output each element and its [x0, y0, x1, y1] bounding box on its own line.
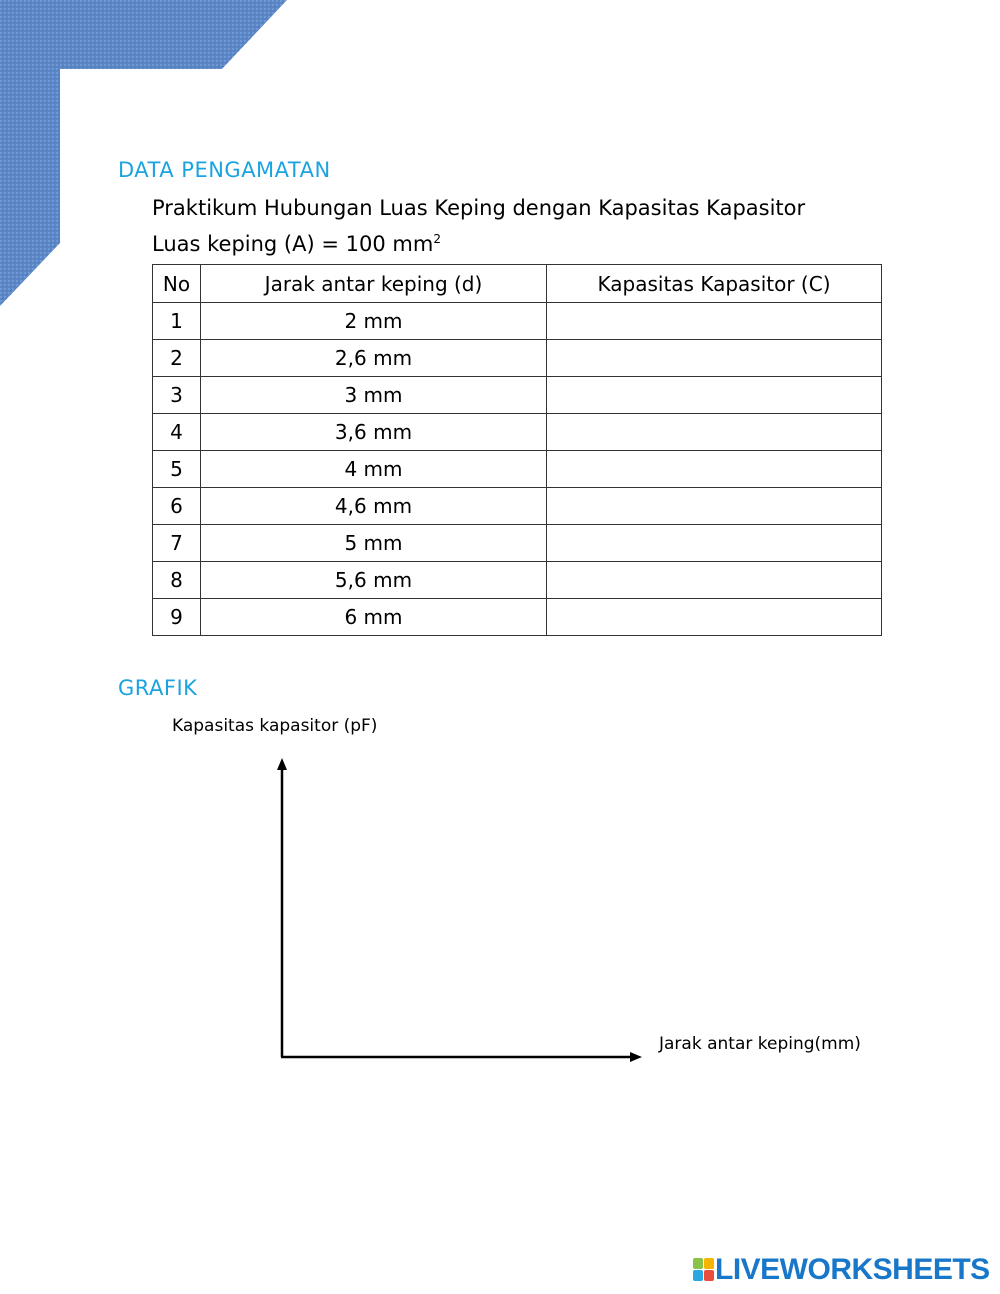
row-distance: 4,6 mm	[201, 488, 547, 525]
header-capacitance: Kapasitas Kapasitor (C)	[547, 265, 882, 303]
y-axis-arrow	[277, 758, 287, 770]
area-superscript: 2	[433, 232, 441, 246]
row-no: 9	[153, 599, 201, 636]
header-distance: Jarak antar keping (d)	[201, 265, 547, 303]
row-no: 5	[153, 451, 201, 488]
area-label: Luas keping (A) = 100 $mm^2$	[152, 232, 441, 256]
header-no: No	[153, 265, 201, 303]
x-axis-label: Jarak antar keping(mm)	[659, 1034, 861, 1054]
row-no: 2	[153, 340, 201, 377]
brand-text: LIVEWORKSHEETS	[715, 1253, 990, 1286]
liveworksheets-logo	[693, 1253, 990, 1287]
row-distance: 3,6 mm	[201, 414, 547, 451]
graph-section-heading: GRAFIK	[118, 676, 198, 700]
row-distance: 2 mm	[201, 303, 547, 340]
row-distance: 4 mm	[201, 451, 547, 488]
row-no: 4	[153, 414, 201, 451]
data-section-heading: DATA PENGAMATAN	[118, 158, 331, 182]
liveworksheets-icon	[693, 1258, 715, 1282]
row-no: 3	[153, 377, 201, 414]
row-distance: 3 mm	[201, 377, 547, 414]
y-axis-label: Kapasitas kapasitor (pF)	[172, 716, 378, 736]
row-distance: 6 mm	[201, 599, 547, 636]
row-distance: 2,6 mm	[201, 340, 547, 377]
row-no: 8	[153, 562, 201, 599]
row-distance: 5,6 mm	[201, 562, 547, 599]
x-axis-arrow	[630, 1052, 642, 1062]
row-no: 1	[153, 303, 201, 340]
practicum-title: Praktikum Hubungan Luas Keping dengan Kapasitas Kapasitor	[152, 196, 806, 220]
row-distance: 5 mm	[201, 525, 547, 562]
row-no: 6	[153, 488, 201, 525]
row-no: 7	[153, 525, 201, 562]
